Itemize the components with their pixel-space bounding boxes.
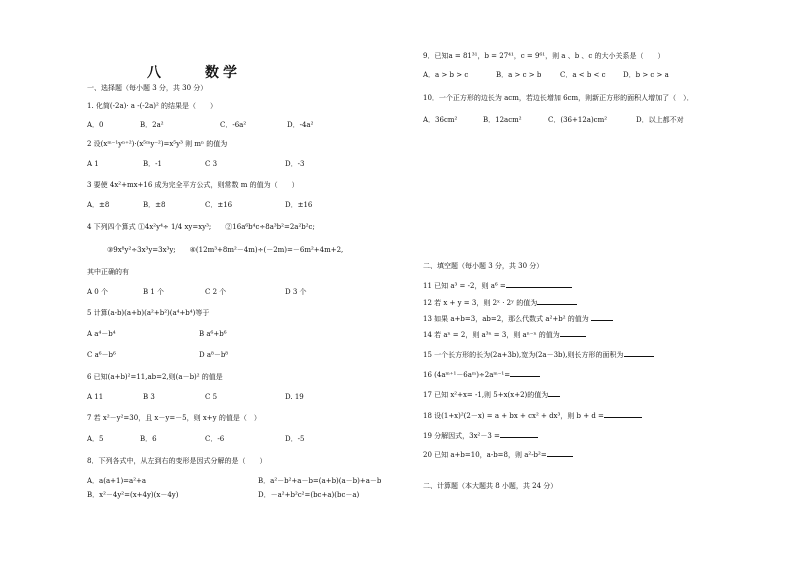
section-choice-heading: 一、选择题（每小题 3 分，共 30 分） [87, 84, 208, 92]
fill-18-blank [604, 411, 642, 418]
q3-opt-b: B．±8 [143, 201, 166, 209]
fill-20-blank [547, 450, 573, 457]
q5-stem: 5 计算(a-b)(a+b)(a²+b²)(a⁴+b⁴)等于 [87, 309, 210, 317]
fill-13-text: 13 如果 a+b=3，ab=2，那么代数式 a²+b² 的值为 [423, 315, 589, 323]
q9-opt-a: A．a > b > c [423, 71, 469, 79]
fill-15-blank [624, 350, 654, 357]
q2-opt-b: B．-1 [143, 160, 162, 168]
q9-stem: 9．已知a = 81³¹，b = 27⁴¹，c = 9⁶¹，则 a 、b 、c 的大小关系是（ ） [423, 52, 665, 60]
q1-opt-a: A．0 [87, 121, 104, 129]
q7-opt-a: A．5 [87, 435, 104, 443]
q6-opt-d: D. 19 [285, 393, 304, 401]
fill-19 [423, 431, 538, 441]
q4-line2: ③9x⁸y²÷3x³y=3x³y; ④(12m³+8m²－4m)÷(－2m)=－6m²+4m+2, [107, 246, 344, 254]
fill-11-text: 11 已知 a³ = -2，则 a⁶ = [423, 282, 506, 290]
section-fill-heading: 二、填空题（每小题 3 分，共 30 分） [423, 262, 544, 270]
q8-opt-c: B．x²－4y²=(x+4y)(x－4y) [87, 491, 179, 499]
q7-opt-b: B．6 [140, 435, 157, 443]
q1-opt-b: B．2a² [140, 121, 164, 129]
fill-11-blank [506, 281, 572, 288]
fill-12-blank [537, 298, 577, 305]
q10-opt-c: C．(36+12a)cm² [548, 116, 608, 124]
q8-stem: 8．下列各式中，从左到右的变形是因式分解的是（ ） [87, 457, 267, 465]
fill-19-text: 19 分解因式，3x²－3 = [423, 432, 500, 440]
q9-opt-b: B．a > c > b [496, 71, 542, 79]
q1-opt-c: C．-6a² [220, 121, 247, 129]
q9-opt-c: C．a < b < c [560, 71, 606, 79]
grade-title: 八 [147, 65, 161, 81]
fill-16-blank [510, 370, 540, 377]
fill-13-blank [591, 314, 613, 321]
q4-opt-b: B 1 个 [143, 288, 165, 296]
q7-stem: 7 若 x²－y²=30，且 x－y=－5，则 x+y 的值是（ ） [87, 414, 261, 422]
fill-12 [423, 298, 577, 308]
q2-opt-a: A 1 [87, 160, 99, 168]
fill-14-text: 14 若 aⁿ = 2，则 a³ⁿ = 3，则 aⁿ⁻ⁿ 的值为 [423, 331, 560, 339]
fill-15 [423, 350, 654, 360]
q6-stem: 6 已知(a+b)²=11,ab=2,则(a－b)² 的值是 [87, 373, 223, 381]
q5-opt-c: C a⁶－b⁶ [87, 351, 116, 359]
fill-20 [423, 450, 573, 460]
fill-13 [423, 314, 613, 324]
fill-18 [423, 411, 642, 421]
fill-18-text: 18 设(1+x)²(2－x) = a + bx + cx² + dx³，则 b + d = [423, 412, 604, 420]
fill-11 [423, 281, 572, 291]
q3-opt-d: D．±16 [285, 201, 313, 209]
q8-opt-a: A．a(a+1)=a²+a [87, 477, 147, 485]
q7-opt-c: C．-6 [205, 435, 225, 443]
q7-opt-d: D．-5 [285, 435, 305, 443]
q2-opt-c: C 3 [205, 160, 218, 168]
fill-14-blank [560, 330, 586, 337]
q5-opt-d: D a⁸－b⁸ [199, 351, 229, 359]
fill-17 [423, 390, 560, 400]
fill-19-blank [500, 431, 538, 438]
q10-opt-a: A．36cm² [423, 116, 458, 124]
q8-opt-b: B．a²－b²+a－b=(a+b)(a－b)+a－b [258, 477, 382, 485]
q10-opt-b: B．12acm² [483, 116, 522, 124]
fill-14 [423, 330, 586, 340]
q6-opt-b: B 3 [143, 393, 155, 401]
q2-opt-d: D．-3 [285, 160, 305, 168]
q4-line3: 其中正确的有 [87, 268, 129, 276]
fill-16-text: 16 (4aᵐ⁺¹－6aᵐ)÷2aᵐ⁻¹= [423, 371, 511, 379]
q5-opt-a: A a⁴－b⁴ [87, 330, 116, 338]
fill-17-blank [548, 390, 560, 397]
fill-12-text: 12 若 x + y = 3，则 2ˣ · 2ʸ 的值为 [423, 299, 538, 307]
fill-15-text: 15 一个长方形的长为(2a+3b),宽为(2a－3b),则长方形的面积为 [423, 351, 624, 359]
q4-opt-a: A 0 个 [87, 288, 108, 296]
q6-opt-a: A 11 [87, 393, 104, 401]
q5-opt-b: B a⁶+b⁶ [199, 330, 227, 338]
section-calc-heading: 二、计算题（本大题共 8 小题，共 24 分） [423, 482, 558, 490]
q4-line1: 4 下列四个算式 ①4x²y⁴÷ 1/4 xy=xy³; ②16a⁶b⁴c÷8a³b²=2a²b²c; [87, 223, 315, 231]
q2-stem: 2 设(xᵐ⁻¹yⁿ⁺²)·(x⁵ᵐy⁻²)=x⁵y³ 则 mⁿ 的值为 [87, 140, 228, 148]
q4-opt-d: D 3 个 [285, 288, 307, 296]
fill-20-text: 20 已知 a+b=10，a-b=8，则 a²-b²= [423, 451, 547, 459]
q4-opt-c: C 2 个 [205, 288, 227, 296]
subject-title: 数学 [205, 65, 241, 81]
q10-opt-d: D．以上都不对 [636, 116, 684, 124]
fill-16 [423, 370, 540, 380]
q3-opt-a: A．±8 [87, 201, 110, 209]
q3-stem: 3 要使 4x²+mx+16 成为完全平方公式，则常数 m 的值为（ ） [87, 181, 299, 189]
q10-stem: 10．一个正方形的边长为 acm，若边长增加 6cm，则新正方形的面积人增加了（ ）． [423, 94, 694, 102]
q8-opt-d: D．－a²+b²c²=(bc+a)(bc－a) [258, 491, 360, 499]
q1-stem: 1. 化简(-2a)· a -(-2a)² 的结果是（ ） [87, 102, 218, 110]
fill-17-text: 17 已知 x²+x= -1,则 5+x(x+2)的值为 [423, 391, 549, 399]
q6-opt-c: C 5 [205, 393, 218, 401]
q1-opt-d: D．-4a² [287, 121, 314, 129]
q3-opt-c: C．±16 [205, 201, 233, 209]
q9-opt-d: D．b > c > a [623, 71, 669, 79]
